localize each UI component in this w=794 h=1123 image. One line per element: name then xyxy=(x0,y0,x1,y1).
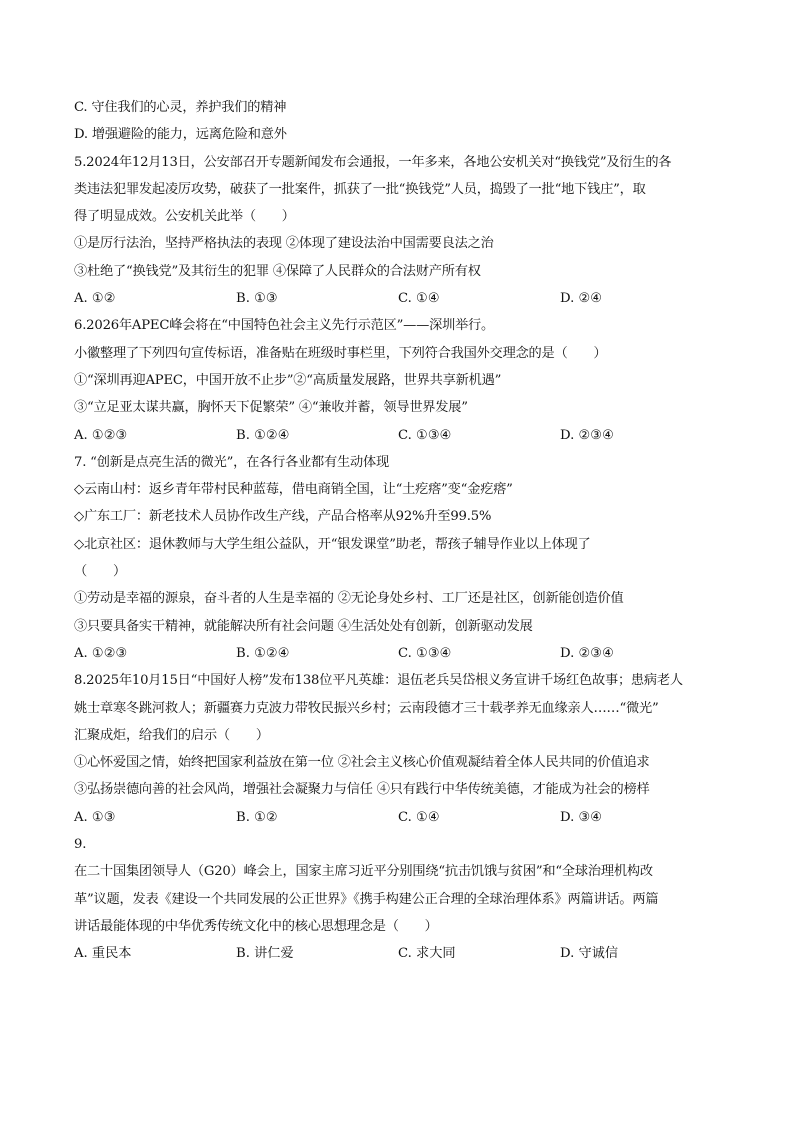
option-a: A. ①②③ xyxy=(74,645,128,661)
option-b: B. ①②④ xyxy=(236,645,290,661)
option-b: B. ①② xyxy=(236,809,278,825)
question-6 xyxy=(74,312,734,448)
answer-options xyxy=(74,940,734,967)
option-c: C. ①④ xyxy=(398,291,440,307)
statement-line: ①劳动是幸福的源泉，奋斗者的人生是幸福的 ②无论身处乡村、工厂还是社区，创新能创造价值 xyxy=(74,591,624,607)
question-stem-line: 5.2024年12月13日，公安部召开专题新闻发布会通报，一年多来，各地公安机关对“换钱党”及衍生的各 xyxy=(74,154,672,170)
option-d: D. ②③④ xyxy=(560,427,614,443)
answer-options xyxy=(74,422,734,449)
option-d: D. 守诚信 xyxy=(560,946,619,962)
answer-options xyxy=(74,285,734,312)
option-d: D. ③④ xyxy=(560,809,603,825)
option-d: D. ②④ xyxy=(560,291,603,307)
question-stem-line: 小徽整理了下列四句宣传标语，准备贴在班级时事栏里，下列符合我国外交理念的是（ ） xyxy=(74,345,607,361)
question-stem-line: 讲话最能体现的中华优秀传统文化中的核心思想理念是（ ） xyxy=(74,918,438,934)
question-7 xyxy=(74,449,734,667)
statement-line: ①心怀爱国之情，始终把国家利益放在第一位 ②社会主义核心价值观凝结着全体人民共同的价值追求 xyxy=(74,755,650,771)
statement-line: ③弘扬崇德向善的社会风尚，增强社会凝聚力与信任 ④只有践行中华传统美德，才能成为社会的榜样 xyxy=(74,782,650,798)
question-9 xyxy=(74,831,734,967)
option-b: B. ①③ xyxy=(236,291,278,307)
question-stem-line: 类违法犯罪发起凌厉攻势，破获了一批案件，抓获了一批“换钱党”人员，捣毁了一批“地下钱庄”，取 xyxy=(74,181,646,197)
question-stem-line: ◇广东工厂：新老技术人员协作改生产线，产品合格率从92%升至99.5% xyxy=(74,509,492,525)
question-stem-line: 姚士章寒冬跳河救人；新疆赛力克波力带牧民振兴乡村；云南段德才三十载孝养无血缘亲人……“微光” xyxy=(74,700,659,716)
statement-line: ①“深圳再迎APEC，中国开放不止步”②“高质量发展路，世界共享新机遇” xyxy=(74,372,502,388)
option-a: A. ①② xyxy=(74,291,116,307)
question-stem-line: 汇聚成炬，给我们的启示（ ） xyxy=(74,727,269,743)
answer-options xyxy=(74,640,734,667)
answer-options xyxy=(74,804,734,831)
question-8 xyxy=(74,667,734,831)
option-c: C. ①③④ xyxy=(398,427,452,443)
question-stem-line: 8.2025年10月15日“中国好人榜”发布138位平凡英雄：退伍老兵吴岱根义务宣讲千场红色故事；患病老人 xyxy=(74,673,683,689)
statement-line: ③只要具备实干精神，就能解决所有社会问题 ④生活处处有创新，创新驱动发展 xyxy=(74,618,533,634)
option-c-line: C. 守住我们的心灵，养护我们的精神 xyxy=(74,100,287,115)
option-a: A. 重民本 xyxy=(74,946,132,962)
question-stem-line: 在二十国集团领导人（G20）峰会上，国家主席习近平分别围绕“抗击饥饿与贫困”和“全球治理机构改 xyxy=(74,864,653,880)
option-c: C. 求大同 xyxy=(398,946,456,962)
option-c: C. ①③④ xyxy=(398,645,452,661)
option-d: D. ②③④ xyxy=(560,645,614,661)
question-stem-line: ◇云南山村：返乡青年带村民种蓝莓，借电商销全国，让“土疙瘩”变“金疙瘩” xyxy=(74,482,513,498)
question-stem-line: 6.2026年APEC峰会将在“中国特色社会主义先行示范区”——深圳举行。 xyxy=(74,318,495,334)
question-stem-line: ◇北京社区：退休教师与大学生组公益队，开“银发课堂”助老，帮孩子辅导作业以上体现了 xyxy=(74,536,591,552)
answer-blank: （ ） xyxy=(74,564,126,580)
option-a: A. ①②③ xyxy=(74,427,128,443)
option-b: B. 讲仁爱 xyxy=(236,946,294,962)
question-stem-line: 革”议题，发表《建设一个共同发展的公正世界》《携手构建公正合理的全球治理体系》两篇讲话。两篇 xyxy=(74,891,659,907)
question-stem-line: 7. “创新是点亮生活的微光”，在各行各业都有生动体现 xyxy=(74,454,389,470)
option-d-line: D. 增强避险的能力，远离危险和意外 xyxy=(74,127,287,143)
exam-page xyxy=(74,94,734,968)
question-4-tail xyxy=(74,94,734,149)
option-c: C. ①④ xyxy=(398,809,440,825)
statement-line: ③杜绝了“换钱党”及其衍生的犯罪 ④保障了人民群众的合法财产所有权 xyxy=(74,263,481,279)
question-stem-line: 得了明显成效。公安机关此举（ ） xyxy=(74,209,295,225)
option-b: B. ①②④ xyxy=(236,427,290,443)
option-a: A. ①③ xyxy=(74,809,116,825)
statement-line: ①是厉行法治，坚持严格执法的表现 ②体现了建设法治中国需要良法之治 xyxy=(74,236,494,252)
question-5 xyxy=(74,149,734,313)
statement-line: ③“立足亚太谋共赢，胸怀天下促繁荣” ④“兼收并蓄，领导世界发展” xyxy=(74,400,468,416)
question-number: 9. xyxy=(74,837,87,853)
